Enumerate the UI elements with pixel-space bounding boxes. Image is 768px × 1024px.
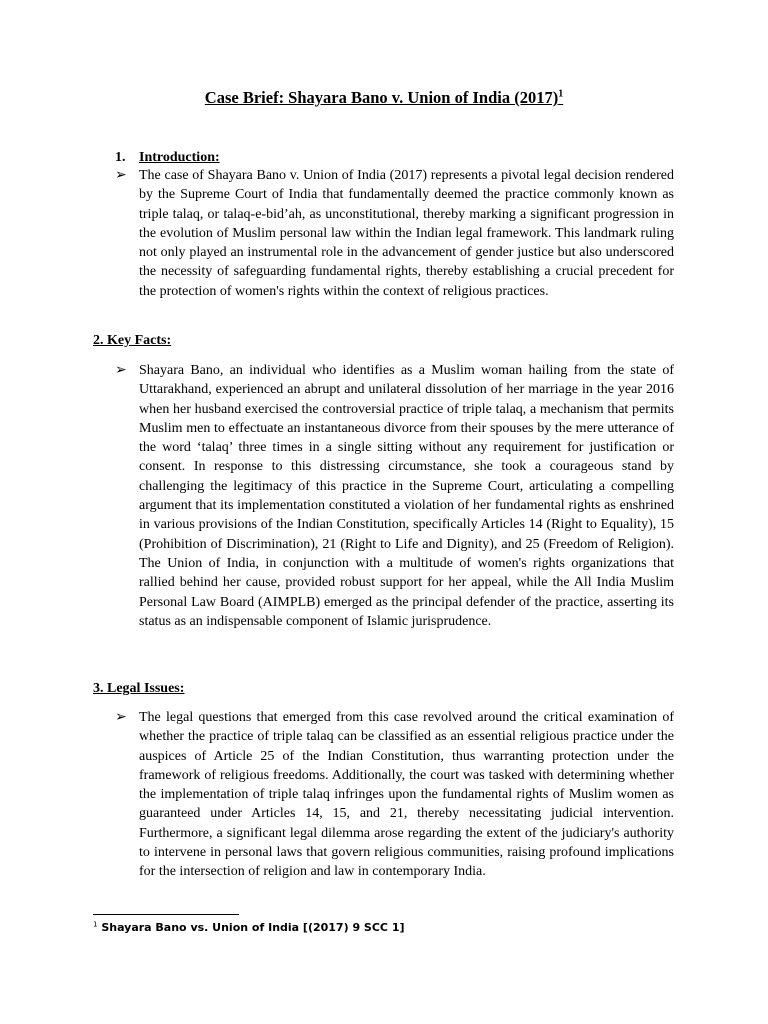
section-2-heading: 2. Key Facts: <box>93 333 172 348</box>
section-2-paragraph: Shayara Bano, an individual who identifies as a Muslim woman hailing from the state of Uttarakhand, experienced an abrupt and unilateral dissolution of her marriage in the year 2016 when her husband exercised the controversial practice of triple talaq, a mechanism that permits Muslim men to effectuate an instantaneous divorce from their spouses by the mere utterance of the word ‘talaq’ three times in a single sitting without any requirement for justification or consent. In response to this distressing circumstance, she took a courageous stand by challenging the legitimacy of this practice in the Supreme Court, articulating a compelling argument that its implementation constituted a violation of her fundamental rights as enshrined in various provisions of the Indian Constitution, specifically Articles 14 (Right to Equality), 15 (Prohibition of Discrimination), 21 (Right to Life and Dignity), and 25 (Freedom of Religion). The Union of India, in conjunction with a multitude of women's rights organizations that rallied behind her cause, provided robust support for her appeal, while the All India Muslim Personal Law Board (AIMPLB) emerged as the principal defender of the practice, asserting its status as an indispensable component of Islamic jurisprudence. <box>139 363 674 629</box>
footnote-number: 1 <box>93 920 98 929</box>
title-footnote-ref: 1 <box>558 88 564 100</box>
footnote <box>93 920 405 936</box>
footnote-divider <box>93 914 239 915</box>
section-1-number: 1. <box>115 150 126 165</box>
footnote-text: Shayara Bano vs. Union of India [(2017) 9 SCC 1] <box>101 921 405 934</box>
section-3-heading: 3. Legal Issues: <box>93 681 185 696</box>
page-title <box>0 87 768 109</box>
section-1-heading: Introduction: <box>139 150 220 165</box>
arrow-bullet-icon: ➢ <box>115 167 127 183</box>
arrow-bullet-icon: ➢ <box>115 362 127 378</box>
section-1-paragraph: The case of Shayara Bano v. Union of India (2017) represents a pivotal legal decision rendered by the Supreme Court of India that fundamentally deemed the practice commonly known as triple talaq, or talaq-e-bid’ah, as unconstitutional, thereby marking a significant progression in the evolution of Muslim personal law within the Indian legal framework. This landmark ruling not only played an instrumental role in the advancement of gender justice but also underscored the necessity of safeguarding fundamental rights, thereby establishing a crucial precedent for the protection of women's rights within the context of religious practices. <box>139 168 674 299</box>
section-3-paragraph: The legal questions that emerged from this case revolved around the critical examination of whether the practice of triple talaq can be classified as an essential religious practice under the auspices of Article 25 of the Indian Constitution, thus warranting protection under the framework of religious freedoms. Additionally, the court was tasked with determining whether the implementation of triple talaq infringes upon the fundamental rights of Muslim women as guaranteed under Articles 14, 15, and 21, thereby necessitating judicial intervention. Furthermore, a significant legal dilemma arose regarding the extent of the judiciary's authority to intervene in personal laws that govern religious communities, raising profound implications for the intersection of religion and law in contemporary India. <box>139 710 674 880</box>
title-text: Case Brief: Shayara Bano v. Union of India (2017) <box>204 88 559 107</box>
arrow-bullet-icon: ➢ <box>115 709 127 725</box>
